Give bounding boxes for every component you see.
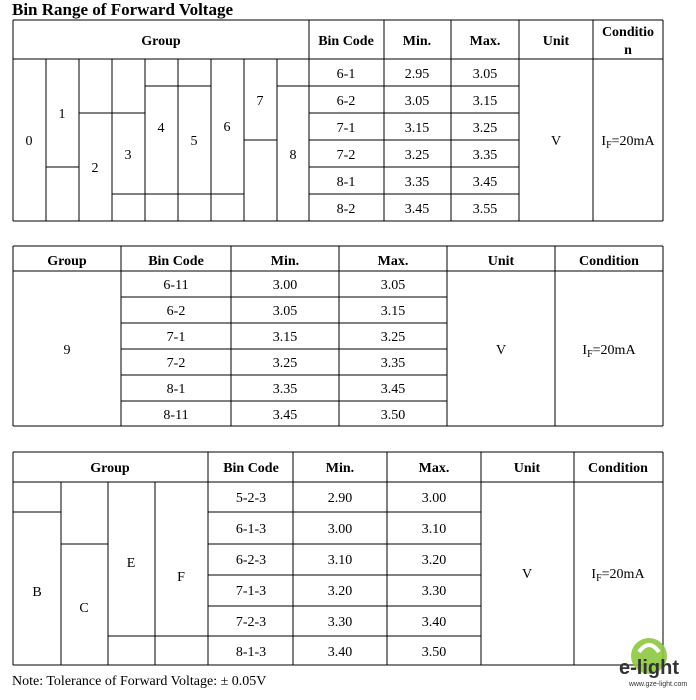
table1-row-2-min: 3.05 [404, 94, 430, 109]
table1-group-8: 8 [289, 148, 297, 163]
table3-row-2-max: 3.10 [421, 522, 447, 537]
table1-row-5-min: 3.35 [404, 175, 430, 190]
table3-row-1-max: 3.00 [421, 491, 447, 506]
table2-header-max: Max. [377, 254, 409, 269]
table3-unit: V [521, 567, 533, 582]
table1-header-bin-code: Bin Code [318, 34, 374, 49]
e-light-logo [606, 634, 692, 690]
table3-group-b: B [32, 585, 42, 600]
table1-row-1-bin: 6-1 [336, 67, 356, 82]
table2-row-1-min: 3.00 [272, 278, 298, 293]
table1-row-3-min: 3.15 [404, 121, 430, 136]
table2-row-6-bin: 8-11 [163, 408, 189, 423]
table3-header-group: Group [90, 461, 130, 476]
table1-group-4: 4 [157, 121, 165, 136]
table1-row-6-max: 3.55 [472, 202, 498, 217]
table1-header-unit: Unit [542, 34, 570, 49]
table1-group-3: 3 [124, 148, 132, 163]
table2-row-6-min: 3.45 [272, 408, 298, 423]
table3-group-e: E [126, 556, 136, 571]
table3-row-5-bin: 7-2-3 [235, 615, 267, 630]
table1-row-3-max: 3.25 [472, 121, 498, 136]
table1-row-2-max: 3.15 [472, 94, 498, 109]
table2-row-4-bin: 7-2 [166, 356, 186, 371]
table3-row-4-min: 3.20 [327, 584, 353, 599]
table3-row-6-max: 3.50 [421, 645, 447, 660]
table1-group-5: 5 [190, 134, 198, 149]
table3-group-f: F [177, 570, 185, 585]
table2-row-6-max: 3.50 [380, 408, 406, 423]
table3-row-6-min: 3.40 [327, 645, 353, 660]
table3-row-3-bin: 6-2-3 [235, 553, 267, 568]
table1-header-group: Group [141, 34, 181, 49]
table1-row-5-max: 3.45 [472, 175, 498, 190]
table3-row-5-min: 3.30 [327, 615, 353, 630]
table2-row-5-max: 3.45 [380, 382, 406, 397]
table3-row-3-min: 3.10 [327, 553, 353, 568]
table3-header-unit: Unit [513, 461, 541, 476]
table2-row-4-min: 3.25 [272, 356, 298, 371]
tolerance-note: Note: Tolerance of Forward Voltage: ± 0.05V [12, 674, 267, 689]
table3-group-c: C [79, 601, 89, 616]
logo-text: e-light [619, 657, 679, 679]
table1-row-5-bin: 8-1 [336, 175, 356, 190]
table1-row-4-max: 3.35 [472, 148, 498, 163]
table3-header-max: Max. [418, 461, 450, 476]
logo-url: www.gze-light.com [628, 681, 688, 688]
table2-row-3-max: 3.25 [380, 330, 406, 345]
table2-header-min: Min. [270, 254, 300, 269]
table2-header-condition: Condition [579, 254, 639, 269]
table2-row-2-bin: 6-2 [166, 304, 186, 319]
table1-header-condition-wrap: n [624, 43, 632, 58]
table3-row-1-bin: 5-2-3 [235, 491, 267, 506]
table1-unit: V [550, 134, 562, 149]
table3-row-1-min: 2.90 [327, 491, 353, 506]
table3-condition: $I_F=20mA$ [591, 567, 645, 584]
table1-row-6-min: 3.45 [404, 202, 430, 217]
table2-header-bin-code: Bin Code [148, 254, 204, 269]
table2-row-5-min: 3.35 [272, 382, 298, 397]
table1-header-condition: Conditio [601, 25, 655, 40]
table1-row-1-min: 2.95 [404, 67, 430, 82]
table1-condition: $I_F=20mA$ [601, 134, 655, 151]
table1-group-6: 6 [223, 120, 231, 135]
table1-row-4-bin: 7-2 [336, 148, 356, 163]
table2-row-2-max: 3.15 [380, 304, 406, 319]
table3-row-5-max: 3.40 [421, 615, 447, 630]
table2-unit: V [495, 343, 507, 358]
table2-row-5-bin: 8-1 [166, 382, 186, 397]
table-3 [13, 452, 663, 665]
table2-condition: $I_F=20mA$ [582, 343, 636, 360]
table2-header-unit: Unit [487, 254, 515, 269]
table3-row-4-bin: 7-1-3 [235, 584, 267, 599]
table1-row-1-max: 3.05 [472, 67, 498, 82]
table3-row-3-max: 3.20 [421, 553, 447, 568]
table3-row-2-bin: 6-1-3 [235, 522, 267, 537]
table2-row-1-bin: 6-11 [163, 278, 189, 293]
table2-row-1-max: 3.05 [380, 278, 406, 293]
table2-row-3-min: 3.15 [272, 330, 298, 345]
table2-group-9: 9 [63, 343, 71, 358]
table3-row-4-max: 3.30 [421, 584, 447, 599]
table3-header-min: Min. [325, 461, 355, 476]
table1-row-6-bin: 8-2 [336, 202, 356, 217]
table1-group-7: 7 [256, 94, 264, 109]
table1-row-2-bin: 6-2 [336, 94, 356, 109]
table3-row-6-bin: 8-1-3 [235, 645, 267, 660]
table2-row-4-max: 3.35 [380, 356, 406, 371]
table2-row-3-bin: 7-1 [166, 330, 186, 345]
table1-row-4-min: 3.25 [404, 148, 430, 163]
table2-row-2-min: 3.05 [272, 304, 298, 319]
table-2 [13, 246, 663, 426]
table3-header-bin-code: Bin Code [223, 461, 279, 476]
table-1 [13, 20, 663, 221]
table1-header-min: Min. [402, 34, 432, 49]
table1-group-2: 2 [91, 161, 99, 176]
table3-header-condition: Condition [588, 461, 648, 476]
table1-header-max: Max. [469, 34, 501, 49]
table1-group-0: 0 [25, 134, 33, 149]
table1-row-3-bin: 7-1 [336, 121, 356, 136]
table2-header-group: Group [47, 254, 87, 269]
table1-group-1: 1 [58, 107, 66, 122]
table3-row-2-min: 3.00 [327, 522, 353, 537]
page-title: Bin Range of Forward Voltage [12, 0, 233, 19]
